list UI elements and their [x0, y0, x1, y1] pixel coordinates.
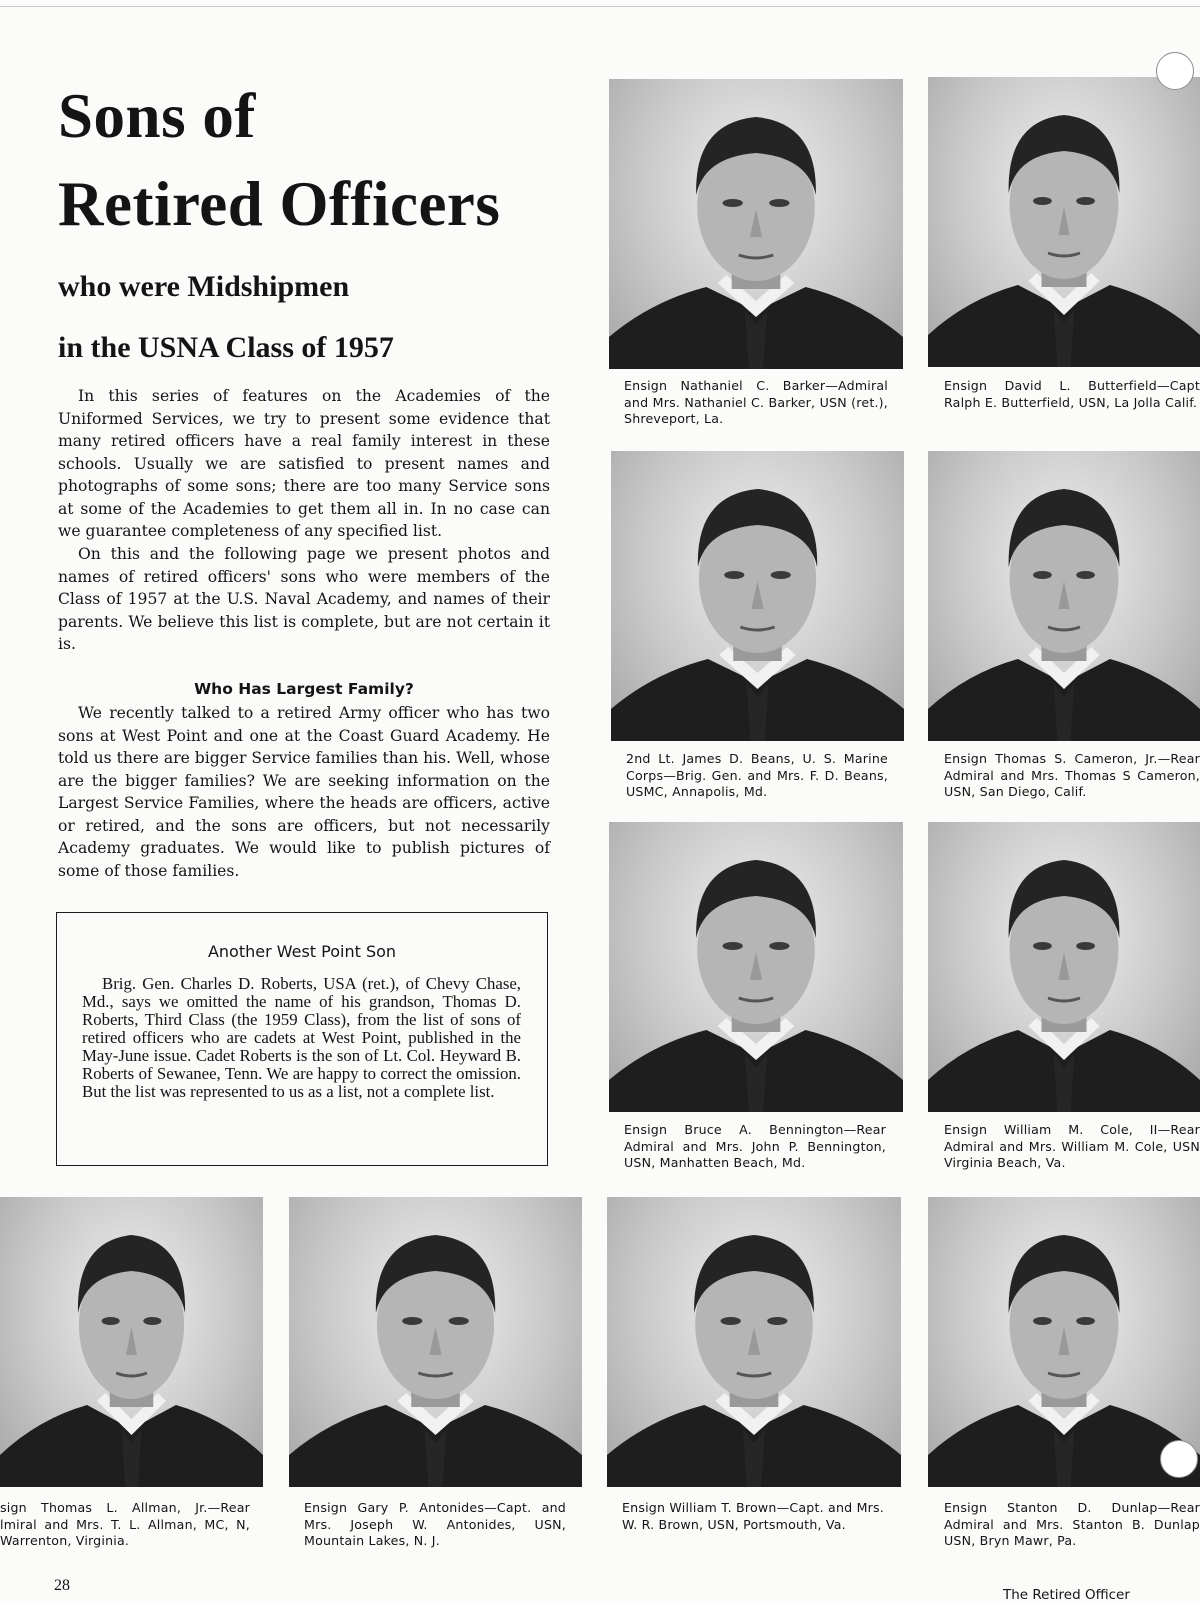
publication-title: The Retired Officer	[1003, 1587, 1130, 1603]
photo-antonides	[289, 1197, 582, 1487]
box-title: Another West Point Son	[207, 942, 397, 961]
portrait-image	[611, 451, 904, 741]
photo-bennington	[609, 822, 903, 1112]
subtitle-line-2: in the USNA Class of 1957	[58, 331, 394, 364]
photo-butterfield	[928, 77, 1200, 367]
portrait-image	[0, 1197, 263, 1487]
punch-hole	[1160, 1440, 1198, 1478]
sidebar-box	[56, 912, 548, 1166]
portrait-image	[928, 451, 1200, 741]
photo-cole	[928, 822, 1200, 1112]
punch-hole	[1156, 52, 1194, 90]
portrait-image	[609, 822, 903, 1112]
caption-cameron: Ensign Thomas S. Cameron, Jr.—Rear Admiral and Mrs. Thomas S Cameron, USN, San Diego, Calif.	[944, 751, 1200, 799]
photo-barker	[609, 79, 903, 369]
portrait-image	[928, 822, 1200, 1112]
portrait-image	[289, 1197, 582, 1487]
photo-brown	[607, 1197, 901, 1487]
caption-beans: 2nd Lt. James D. Beans, U. S. Marine Corps—Brig. Gen. and Mrs. F. D. Beans, USMC, Annapolis, Md.	[626, 751, 888, 799]
largest-family-paragraph: We recently talked to a retired Army officer who has two sons at West Point and one at the Coast Guard Academy. He told us there are bigger Service families than his. Well, whose are the bigger families? We are seeking information on the Largest Service Families, where the heads are officers, active or retired, and the sons are officers, but not necessarily Academy graduates. We would like to publish pictures of some of those families.	[58, 704, 550, 880]
subtitle-line-1: who were Midshipmen	[58, 270, 350, 303]
title-line-1: Sons of	[58, 81, 256, 151]
intro-paragraph: In this series of features on the Academies of the Uniformed Services, we try to present some evidence that many retired officers have a real family interest in these schools. Usually we are satisfied to present names and photographs of some sons; there are too many Service sons at some of the Academies to get them all in. In no case can we guarantee completeness of any specified list.	[58, 387, 550, 540]
caption-barker: Ensign Nathaniel C. Barker—Admiral and Mrs. Nathaniel C. Barker, USN (ret.), Shreveport, La.	[624, 378, 888, 426]
article-title	[58, 72, 500, 248]
caption-bennington: Ensign Bruce A. Bennington—Rear Admiral and Mrs. John P. Bennington, USN, Manhatten Beach, Md.	[624, 1122, 886, 1170]
portrait-image	[609, 79, 903, 369]
title-line-2: Retired Officers	[58, 169, 501, 239]
box-body: Brig. Gen. Charles D. Roberts, USA (ret.), of Chevy Chase, Md., says we omitted the name of his grandson, Thomas D. Roberts, Third Class (the 1959 Class), from the list of sons of retired officers who are cadets at West Point, published in the May-June issue. Cadet Roberts is the son of Lt. Col. Heyward B. Roberts of Sewanee, Tenn. We are happy to correct the omission. But the list was represented to us as a list, not a complete list.	[82, 974, 521, 1101]
photo-allman	[0, 1197, 263, 1487]
page-number: 28	[54, 1577, 70, 1594]
caption-brown: Ensign William T. Brown—Capt. and Mrs. W. R. Brown, USN, Portsmouth, Va.	[622, 1500, 884, 1532]
photo-dunlap	[928, 1197, 1200, 1487]
photo-beans	[611, 451, 904, 741]
photo-cameron	[928, 451, 1200, 741]
caption-butterfield: Ensign David L. Butterfield—Capt Ralph E. Butterfield, USN, La Jolla Calif.	[944, 378, 1200, 410]
caption-dunlap: Ensign Stanton D. Dunlap—Rear Admiral and Mrs. Stanton B. Dunlap USN, Bryn Mawr, Pa.	[944, 1500, 1200, 1548]
list-paragraph: On this and the following page we present photos and names of retired officers' sons who were members of the Class of 1957 at the U.S. Naval Academy, and names of their parents. We believe this list is complete, but are not certain it is.	[58, 545, 550, 653]
portrait-image	[928, 1197, 1200, 1487]
portrait-image	[607, 1197, 901, 1487]
caption-antonides: Ensign Gary P. Antonides—Capt. and Mrs. Joseph W. Antonides, USN, Mountain Lakes, N. J.	[304, 1500, 566, 1548]
caption-allman: sign Thomas L. Allman, Jr.—Rear lmiral and Mrs. T. L. Allman, MC, N, Warrenton, Virginia.	[0, 1500, 250, 1548]
caption-cole: Ensign William M. Cole, II—Rear Admiral and Mrs. William M. Cole, USN Virginia Beach, Va.	[944, 1122, 1200, 1170]
section-heading: Who Has Largest Family?	[194, 680, 414, 698]
top-rule	[0, 6, 1200, 7]
portrait-image	[928, 77, 1200, 367]
